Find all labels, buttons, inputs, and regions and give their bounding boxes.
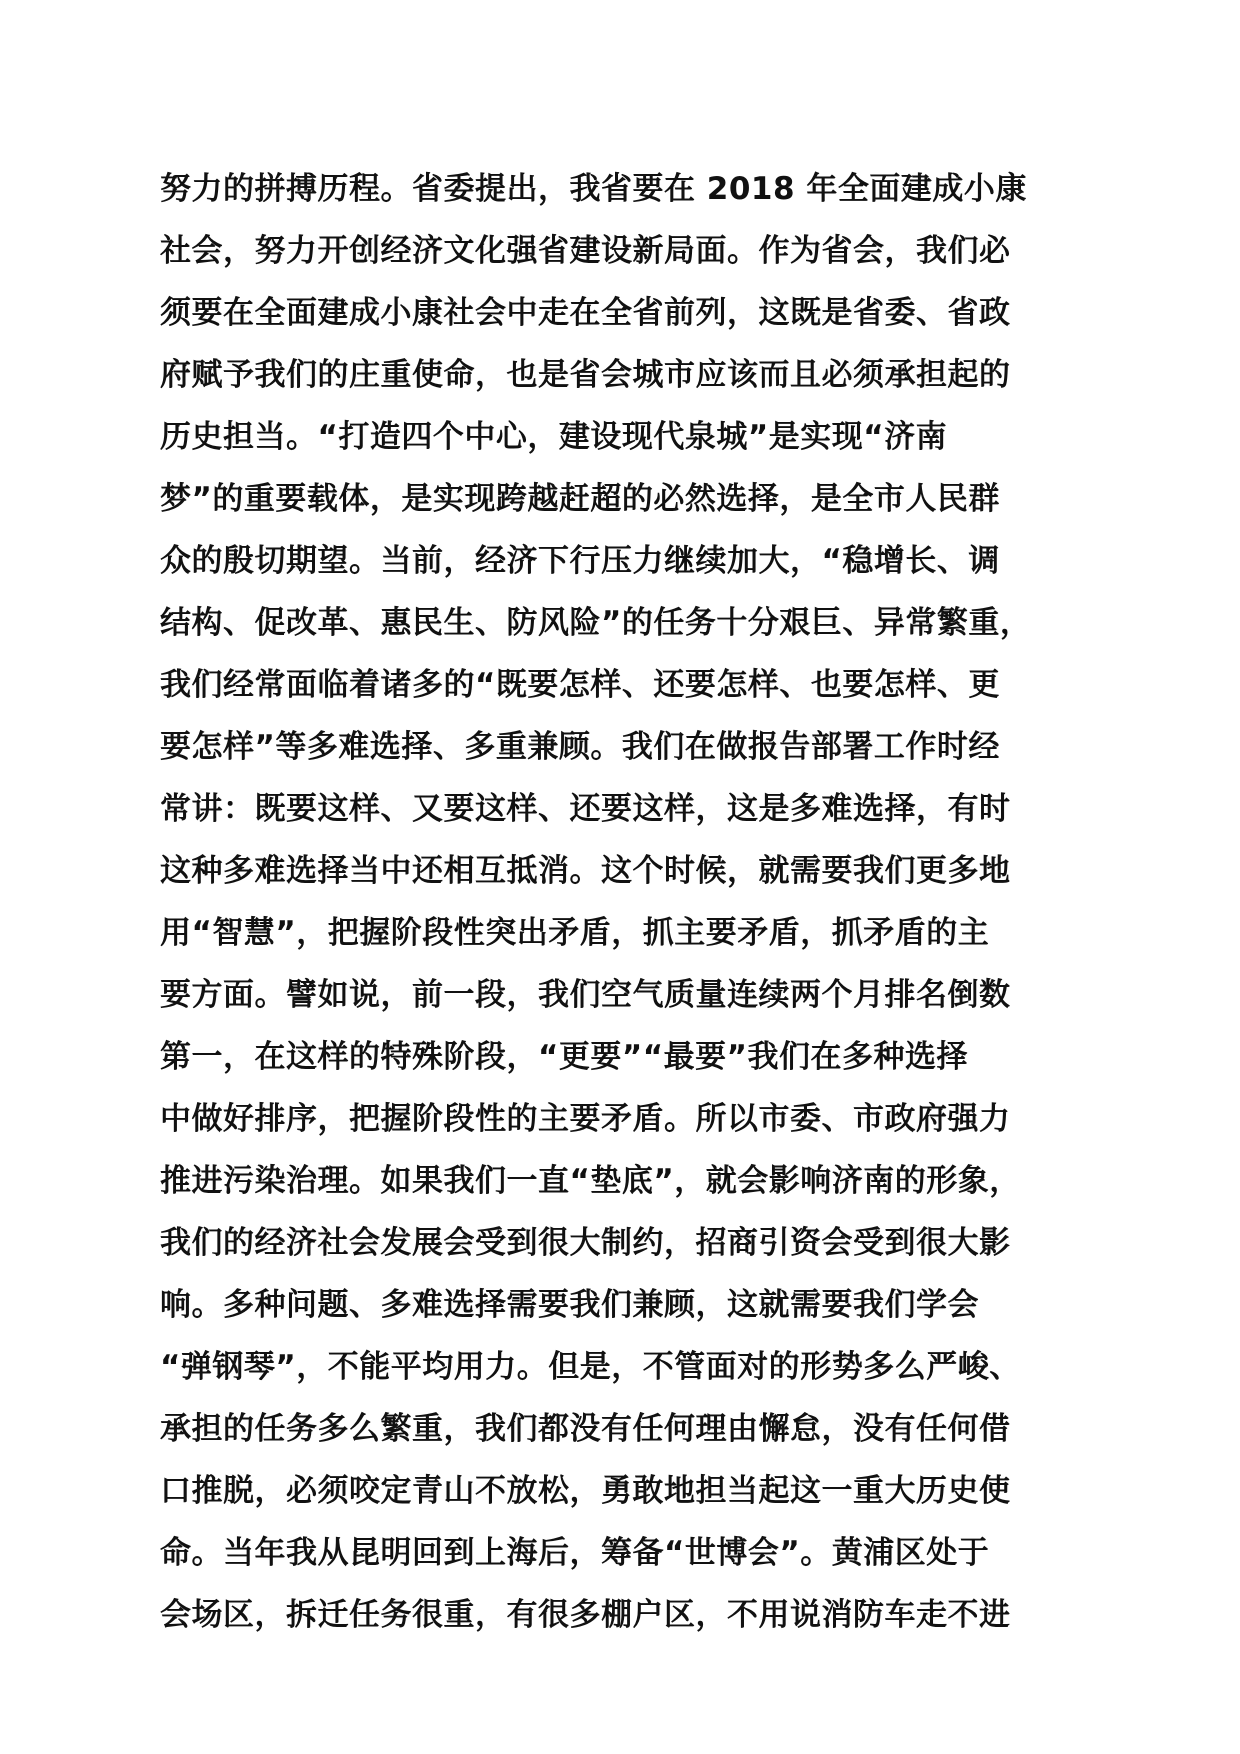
text-line: 府赋予我们的庄重使命，也是省会城市应该而且必须承担起的	[160, 357, 1011, 393]
text-line: 结构、促改革、惠民生、防风险”的任务十分艰巨、异常繁重，	[160, 605, 1032, 641]
text-line: 推进污染治理。如果我们一直“垫底”，就会影响济南的形象，	[160, 1163, 1021, 1199]
text-line: 这种多难选择当中还相互抵消。这个时候，就需要我们更多地	[160, 853, 1011, 889]
text-line: 命。当年我从昆明回到上海后，筹备“世博会”。黄浦区处于	[160, 1535, 990, 1571]
text-line: 用“智慧”，把握阶段性突出矛盾，抓主要矛盾，抓矛盾的主	[160, 915, 990, 951]
text-line: “弹钢琴”，不能平均用力。但是，不管面对的形势多么严峻、	[160, 1349, 1021, 1385]
body-paragraph	[160, 158, 1090, 1646]
text-line: 我们的经济社会发展会受到很大制约，招商引资会受到很大影	[160, 1225, 1011, 1261]
text-line: 要怎样”等多难选择、多重兼顾。我们在做报告部署工作时经	[160, 729, 1000, 765]
text-line: 我们经常面临着诸多的“既要怎样、还要怎样、也要怎样、更	[160, 667, 1000, 703]
text-line: 要方面。譬如说，前一段，我们空气质量连续两个月排名倒数	[160, 977, 1011, 1013]
text-line: 会场区，拆迁任务很重，有很多棚户区，不用说消防车走不进	[160, 1597, 1011, 1633]
text-line: 须要在全面建成小康社会中走在全省前列，这既是省委、省政	[160, 295, 1011, 331]
text-line: 口推脱，必须咬定青山不放松，勇敢地担当起这一重大历史使	[160, 1473, 1011, 1509]
text-line: 中做好排序，把握阶段性的主要矛盾。所以市委、市政府强力	[160, 1101, 1011, 1137]
text-line: 历史担当。“打造四个中心，建设现代泉城”是实现“济南	[160, 419, 948, 455]
text-line: 第一，在这样的特殊阶段，“更要”“最要”我们在多种选择	[160, 1039, 968, 1075]
text-line: 承担的任务多么繁重，我们都没有任何理由懈怠，没有任何借	[160, 1411, 1011, 1447]
text-line: 常讲：既要这样、又要这样、还要这样，这是多难选择，有时	[160, 791, 1011, 827]
text-line: 响。多种问题、多难选择需要我们兼顾，这就需要我们学会	[160, 1287, 979, 1323]
text-line: 努力的拼搏历程。省委提出，我省要在 2018 年全面建成小康	[160, 171, 1027, 207]
text-line: 众的殷切期望。当前，经济下行压力继续加大，“稳增长、调	[160, 543, 1000, 579]
text-line: 梦”的重要载体，是实现跨越赶超的必然选择，是全市人民群	[160, 481, 1000, 517]
text-line: 社会，努力开创经济文化强省建设新局面。作为省会，我们必	[160, 233, 1011, 269]
